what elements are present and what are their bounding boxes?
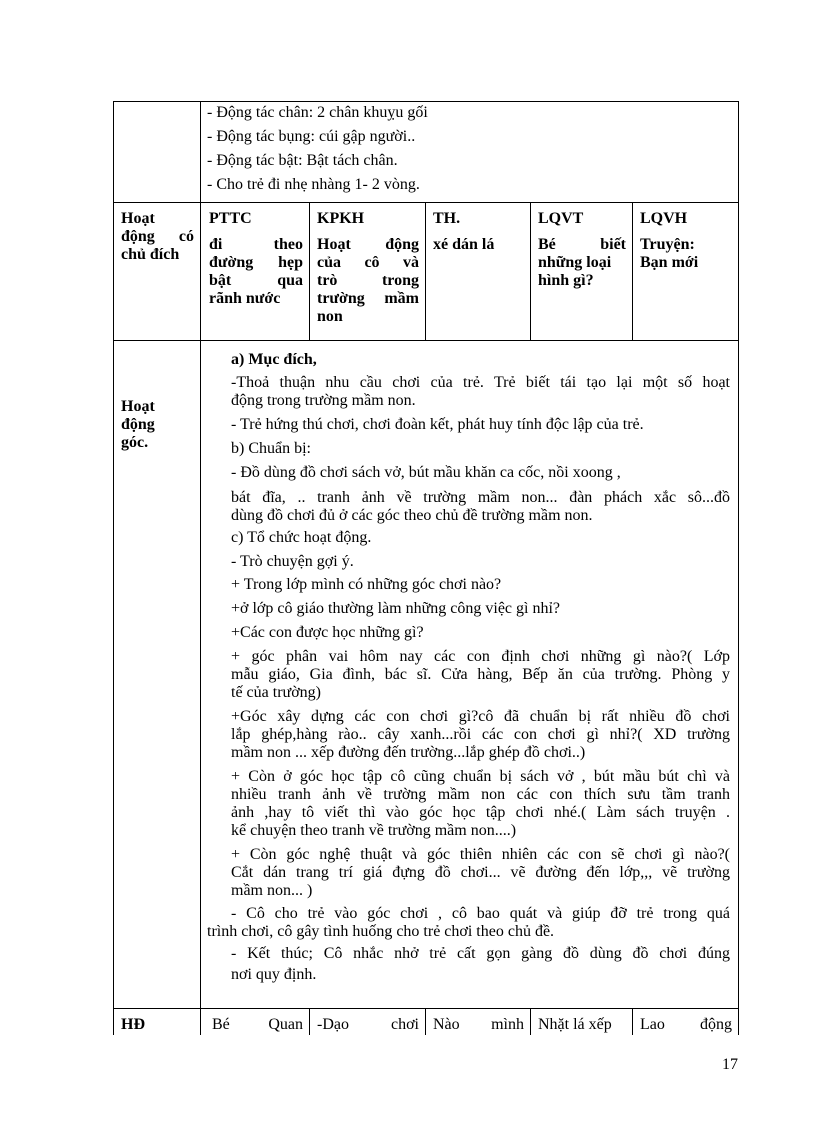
corner-line: + Trong lớp mình có những góc chơi nào?	[231, 576, 502, 593]
corner-line: +Các con được học những gì?	[231, 624, 424, 641]
table-col-divider-3	[530, 202, 531, 340]
activity-label: động có	[121, 228, 194, 245]
corner-label: động	[121, 416, 155, 433]
activity-detail: rãnh nước	[209, 290, 281, 307]
activity-heading-kpkh: KPKH	[317, 210, 365, 227]
corner-line: - Trẻ hứng thú chơi, chơi đoàn kết, phát huy tính độc lập của trẻ.	[231, 416, 644, 433]
table-border-left	[113, 101, 114, 1035]
bottom-cell: Lao động	[640, 1016, 732, 1033]
corner-line: -Thoả thuận nhu cầu chơi của trẻ. Trẻ biết tái tạo lại một số hoạt	[231, 374, 730, 391]
activity-detail: trường mầm	[317, 290, 419, 307]
corner-line: Cắt dán trang trí giá đựng đồ chơi... vẽ đường đến lớp,,, vẽ trường	[231, 864, 730, 881]
bottom-cell: Nào mình	[433, 1016, 524, 1033]
corner-line: kể chuyện theo tranh về trường mầm non....)	[231, 822, 517, 839]
top-line: - Động tác chân: 2 chân khuỵu gối	[207, 104, 428, 121]
corner-line: - Trò chuyện gợi ý.	[231, 553, 354, 570]
corner-line: dùng đồ chơi đủ ở các góc theo chủ đề trường mầm non.	[231, 507, 593, 524]
activity-detail: hình gì?	[538, 272, 594, 289]
activity-detail: Bé biết	[538, 236, 626, 253]
page-number: 17	[722, 1056, 738, 1073]
corner-line: + Còn ở góc học tập cô cũng chuẩn bị sách vở , bút mầu bút chì và	[231, 768, 730, 785]
table-col-divider-4b	[632, 1008, 633, 1035]
activity-detail: Truyện:	[640, 236, 695, 253]
table-col-divider-2	[425, 202, 426, 340]
activity-detail: xé dán lá	[433, 236, 495, 253]
corner-section-heading: c) Tổ chức hoạt động.	[231, 529, 372, 546]
activity-detail: những loại	[538, 254, 612, 271]
corner-line: mầm non ... xếp đường đến trường...lắp ghép đồ chơi..)	[231, 744, 586, 761]
corner-line: trình chơi, cô gây tình huống cho trẻ chơi theo chủ đề.	[207, 923, 555, 940]
corner-line: nhiều tranh ảnh về trường mầm non các con thích sưu tầm tranh	[231, 786, 730, 803]
activity-detail: trò trong	[317, 272, 419, 289]
corner-line: lắp ghép,hàng rào.. cây xanh...rồi các con chơi gì nhỉ?( XD trường	[231, 726, 730, 743]
corner-section-heading: b) Chuẩn bị:	[231, 440, 311, 457]
activity-heading-pttc: PTTC	[209, 210, 252, 227]
table-border-right	[738, 101, 739, 1035]
corner-line: + góc phân vai hôm nay các con định chơi những gì nào?( Lớp	[231, 648, 730, 665]
bottom-cell: Bé Quan	[212, 1016, 303, 1033]
bottom-cell: -Dạo chơi	[317, 1016, 419, 1033]
corner-line: ảnh ,hay tô viết thì vào góc học tập chơi nhé.( Làm sách truyện .	[231, 804, 730, 821]
activity-heading-th: TH.	[433, 210, 461, 227]
corner-line: - Đồ dùng đồ chơi sách vở, bút mầu khăn ca cốc, nồi xoong ,	[231, 464, 621, 481]
corner-line: tế của trường)	[231, 684, 321, 701]
top-line: - Động tác bụng: cúi gập người..	[207, 128, 416, 145]
corner-line: - Kết thúc; Cô nhắc nhở trẻ cất gọn gàng đồ dùng đồ chơi đúng	[231, 945, 730, 962]
table-row-divider-2	[113, 340, 738, 341]
table-label-divider	[200, 101, 201, 1035]
corner-line: mẫu giáo, Gia đình, bác sĩ. Cửa hàng, Bếp ăn của trường. Phòng y	[231, 666, 730, 683]
corner-label: góc.	[121, 434, 149, 451]
corner-line: - Cô cho trẻ vào góc chơi , cô bao quát và giúp đỡ trẻ trong quá	[231, 905, 730, 922]
activity-heading-lqvh: LQVH	[640, 210, 688, 227]
table-col-divider-1	[309, 202, 310, 340]
bottom-label: HĐ	[121, 1016, 145, 1033]
corner-line: +Góc xây dựng các con chơi gì?cô đã chuẩn bị rất nhiều đồ chơi	[231, 708, 730, 725]
table-col-divider-1b	[309, 1008, 310, 1035]
corner-line: mầm non... )	[231, 882, 313, 899]
corner-line: bát đĩa, .. tranh ảnh về trường mầm non... đàn phách xắc sô...đồ	[231, 489, 730, 506]
table-border-top	[113, 101, 738, 102]
activity-detail: đường hẹp	[209, 254, 303, 271]
top-line: - Động tác bật: Bật tách chân.	[207, 152, 398, 169]
activity-detail: đi theo	[209, 236, 303, 253]
corner-label: Hoạt	[121, 398, 155, 415]
top-line: - Cho trẻ đi nhẹ nhàng 1- 2 vòng.	[207, 176, 420, 193]
activity-detail: bật qua	[209, 272, 303, 289]
activity-label: chủ đích	[121, 246, 180, 263]
activity-detail: Hoạt động	[317, 236, 419, 253]
activity-heading-lqvt: LQVT	[538, 210, 584, 227]
bottom-cell: Nhặt lá xếp	[538, 1016, 612, 1033]
activity-detail: Bạn mới	[640, 254, 699, 271]
table-col-divider-2b	[425, 1008, 426, 1035]
activity-label: Hoạt	[121, 210, 155, 227]
activity-detail: non	[317, 308, 343, 325]
activity-detail: của cô và	[317, 254, 419, 271]
corner-line: +ở lớp cô giáo thường làm những công việc gì nhỉ?	[231, 600, 561, 617]
corner-line: + Còn góc nghệ thuật và góc thiên nhiên các con sẽ chơi gì nào?(	[231, 846, 730, 863]
corner-section-heading: a) Mục đích,	[231, 351, 317, 368]
table-col-divider-4	[632, 202, 633, 340]
corner-line: nơi quy định.	[231, 966, 317, 983]
table-col-divider-3b	[530, 1008, 531, 1035]
corner-line: động trong trường mầm non.	[231, 392, 416, 409]
